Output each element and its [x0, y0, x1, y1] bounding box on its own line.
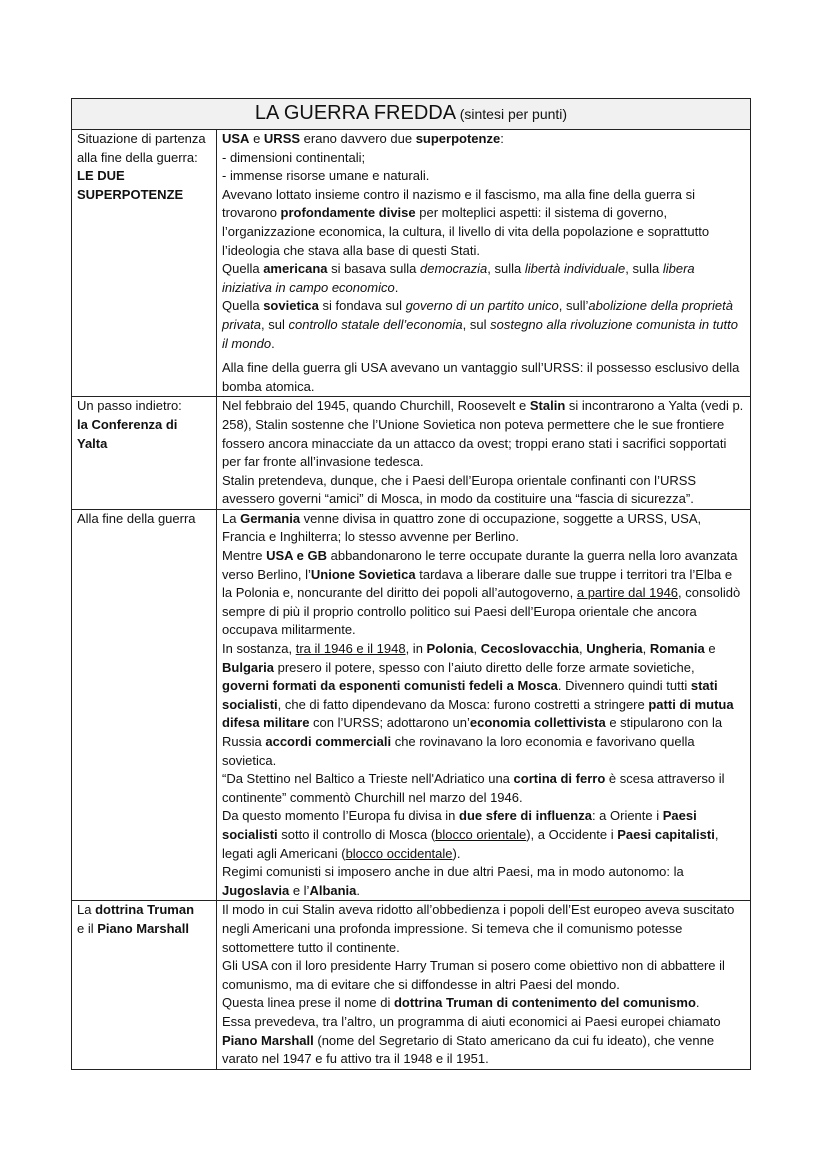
- paragraph-text: per molteplici aspetti: il sistema di governo, l’organizzazione economica, la cultura, il livello di vita della popolazione e soprattutto l’ideologia che stava alla base di questi Stati.: [222, 205, 710, 258]
- paragraph-text: :: [500, 131, 504, 146]
- paragraph-text: Stalin: [529, 398, 566, 414]
- label-text: e il: [77, 920, 98, 936]
- paragraph-text: : a Oriente i: [591, 808, 663, 824]
- paragraph-text: Ungheria: [586, 641, 643, 657]
- paragraph-text: presero il potere, spesso con l’aiuto diretto delle forze armate sovietiche,: [274, 659, 695, 675]
- paragraph-text: e: [704, 641, 716, 657]
- paragraph-text: Paesi socialisti: [222, 808, 697, 842]
- paragraph-text: profondamente divise: [280, 205, 416, 221]
- page-subtitle: (sintesi per punti): [459, 106, 568, 122]
- paragraph-text: ,: [579, 641, 587, 657]
- label-text: Un passo indietro:: [77, 398, 182, 414]
- paragraph-text: ).: [452, 845, 461, 861]
- paragraph-text: sostegno alla rivoluzione comunista in tutto il mondo: [222, 316, 738, 351]
- paragraph-text: blocco orientale: [435, 826, 527, 842]
- section-content: [217, 901, 751, 1069]
- content-paragraph: [222, 807, 745, 863]
- paragraph-text: erano davvero due: [300, 131, 416, 146]
- paragraph-text: , sul: [462, 316, 491, 332]
- paragraph-text: Nel febbraio del 1945, quando Churchill, Roosevelt e: [222, 398, 530, 414]
- section-row: [72, 901, 751, 1069]
- content-paragraph: [222, 186, 745, 260]
- paragraph-text: .: [695, 995, 700, 1011]
- paragraph-text: superpotenze: [415, 131, 501, 146]
- paragraph-text: Quella: [222, 261, 264, 277]
- section-label: [72, 130, 217, 397]
- paragraph-text: . Divennero quindi tutti: [557, 678, 691, 694]
- paragraph-text: Mentre: [222, 548, 267, 564]
- section-row: [72, 130, 751, 397]
- paragraph-text: Regimi comunisti si imposero anche in due altri Paesi, ma in modo autonomo: la: [222, 864, 684, 880]
- section-content: [217, 509, 751, 900]
- paragraph-text: che rovinavano la loro economia e favorivano quella sovietica.: [222, 734, 695, 768]
- content-paragraph: [222, 510, 745, 547]
- paragraph-text: , sulla: [487, 261, 525, 277]
- content-paragraph: [222, 547, 745, 640]
- paragraph-text: Bulgaria: [222, 659, 275, 675]
- content-paragraph: [222, 472, 745, 509]
- paragraph-text: Avevano lottato insieme contro il nazismo e il fascismo, ma alla fine della guerra si trovarono: [222, 186, 696, 221]
- paragraph-text: si incontrarono a Yalta (vedi p. 258), Stalin sostenne che l’Unione Sovietica non poteva permettere che le sue frontiere fossero ancora minacciate da un attacco da ovest; troppi erano stati i sacrifici sopportati per far fronte all’invasione tedesca.: [222, 398, 744, 470]
- paragraph-text: controllo statale dell’economia: [288, 316, 463, 332]
- label-text: dottrina Truman: [95, 902, 195, 918]
- paragraph-text: dottrina Truman di contenimento del comunismo: [393, 995, 696, 1011]
- label-text: La: [77, 902, 96, 918]
- title-row: [72, 99, 751, 130]
- content-paragraph: [222, 260, 745, 297]
- paragraph-text: , sulla: [625, 261, 663, 277]
- paragraph-text: - immense risorse umane e naturali.: [222, 168, 430, 184]
- paragraph-text: e: [249, 131, 264, 146]
- paragraph-text: La: [222, 510, 241, 526]
- paragraph-text: cortina di ferro: [513, 771, 606, 787]
- paragraph-text: USA e GB: [266, 548, 327, 564]
- paragraph-text: americana: [263, 261, 328, 277]
- paragraph-text: Germania: [240, 510, 301, 526]
- paragraph-text: ), a Occidente i: [526, 826, 618, 842]
- label-text: Alla fine della guerra: [77, 510, 196, 526]
- summary-table: [71, 98, 751, 1070]
- paragraph-text: sotto il controllo di Mosca (: [277, 826, 436, 842]
- label-text: la Conferenza di Yalta: [77, 416, 178, 451]
- paragraph-text: governi formati da esponenti comunisti fedeli a Mosca: [222, 678, 558, 694]
- paragraph-text: Essa prevedeva, tra l’altro, un programma di aiuti economici ai Paesi europei chiamato: [222, 1013, 721, 1029]
- paragraph-text: a partire dal 1946: [576, 585, 679, 601]
- paragraph-text: libertà individuale: [524, 261, 626, 277]
- paragraph-text: USA: [222, 131, 250, 146]
- paragraph-text: democrazia: [420, 261, 488, 277]
- paragraph-text: - dimensioni continentali;: [222, 149, 366, 165]
- paragraph-text: blocco occidentale: [345, 845, 453, 861]
- paragraph-text: Il modo in cui Stalin aveva ridotto all’obbedienza i popoli dell’Est europeo aveva suscitato negli Americani una profonda impressione. Si temeva che il comunismo potesse sottomettere tutto il continente.: [222, 902, 735, 955]
- paragraph-text: Polonia: [426, 641, 474, 657]
- paragraph-text: si basava sulla: [327, 261, 421, 277]
- section-label: [72, 901, 217, 1069]
- paragraph-text: Piano Marshall: [222, 1032, 314, 1048]
- label-text: Situazione di partenza alla fine della guerra:: [77, 131, 206, 165]
- paragraph-text: governo di un partito unico: [405, 298, 559, 314]
- paragraph-text: abolizione della proprietà privata: [222, 298, 733, 332]
- paragraph-text: , sull’: [558, 298, 589, 314]
- content-paragraph: [222, 957, 745, 994]
- section-row: [72, 509, 751, 900]
- paragraph-text: , in: [405, 641, 427, 657]
- section-content: [217, 397, 751, 510]
- paragraph-text: “Da Stettino nel Baltico a Trieste nell'Adriatico una: [222, 771, 514, 787]
- paragraph-text: URSS: [263, 131, 301, 146]
- paragraph-text: libera iniziativa in campo economico: [222, 261, 695, 295]
- paragraph-text: ,: [642, 641, 650, 657]
- paragraph-text: tra il 1946 e il 1948: [295, 641, 406, 657]
- paragraph-text: accordi commerciali: [265, 734, 392, 749]
- paragraph-text: .: [271, 335, 275, 351]
- paragraph-text: In sostanza,: [222, 641, 296, 657]
- paragraph-text: è scesa attraverso il continente” commentò Churchill nel marzo del 1946.: [222, 771, 725, 805]
- content-paragraph: [222, 149, 745, 168]
- content-paragraph: [222, 359, 745, 396]
- paragraph-text: ,: [473, 641, 481, 657]
- paragraph-text: e l’: [289, 882, 310, 898]
- paragraph-text: tardava a liberare dalle sue truppe i territori tra l’Elba e la Polonia e, noncurante del diritto dei popoli all’autogoverno,: [222, 566, 733, 601]
- label-text: LE DUE SUPERPOTENZE: [77, 168, 184, 202]
- paragraph-text: (nome del Segretario di Stato americano da cui fu ideato), che venne varato nel 1947 e fu attivo tra il 1948 e il 1951.: [222, 1032, 715, 1067]
- paragraph-text: Jugoslavia: [222, 882, 290, 898]
- paragraph-text: si fondava sul: [318, 298, 406, 314]
- paragraph-text: venne divisa in quattro zone di occupazione, soggette a URSS, USA, Francia e Inghilterra; lo stesso avvenne per Berlino.: [222, 510, 702, 545]
- section-label: [72, 509, 217, 900]
- label-text: Piano Marshall: [97, 920, 189, 936]
- paragraph-text: Da questo momento l’Europa fu divisa in: [222, 808, 460, 824]
- title-cell: [72, 99, 751, 130]
- paragraph-text: .: [356, 882, 361, 898]
- paragraph-text: con l’URSS; adottarono un’: [309, 715, 470, 731]
- paragraph-text: due sfere di influenza: [459, 808, 592, 824]
- paragraph-text: e stipularono con la Russia: [222, 715, 723, 749]
- paragraph-text: sovietica: [263, 298, 319, 314]
- paragraph-text: stati socialisti: [222, 678, 718, 712]
- paragraph-text: , legati agli Americani (: [222, 826, 719, 861]
- content-paragraph: [222, 770, 745, 807]
- paragraph-text: , che di fatto dipendevano da Mosca: furono costretti a stringere: [277, 696, 649, 712]
- paragraph-text: .: [394, 279, 399, 295]
- paragraph-text: abbandonarono le terre occupate durante la guerra nella loro avanzata verso Berlino, l’: [222, 548, 738, 582]
- section-content: [217, 130, 751, 397]
- page-title: LA GUERRA FREDDA: [254, 102, 457, 124]
- paragraph-text: Romania: [649, 641, 705, 657]
- paragraph-text: Stalin pretendeva, dunque, che i Paesi dell’Europa orientale confinanti con l’URSS avessero governi “amici” di Mosca, in modo da costituire una “fascia di sicurezza”.: [222, 472, 697, 507]
- content-paragraph: [222, 397, 745, 471]
- paragraph-text: Cecoslovacchia: [480, 641, 580, 657]
- content-paragraph: [222, 640, 745, 770]
- paragraph-text: Gli USA con il loro presidente Harry Truman si posero come obiettivo non di abbattere il comunismo, ma di evitare che si diffondesse in altri Paesi del mondo.: [222, 958, 725, 992]
- paragraph-text: Quella: [222, 298, 264, 314]
- paragraph-text: Unione Sovietica: [310, 566, 416, 582]
- content-paragraph: [222, 1013, 745, 1069]
- section-row: [72, 397, 751, 510]
- paragraph-text: patti di mutua difesa militare: [222, 696, 734, 731]
- content-paragraph: [222, 130, 745, 149]
- summary-table-body: [72, 99, 751, 1070]
- paragraph-text: , sul: [261, 316, 289, 332]
- section-label: [72, 397, 217, 510]
- paragraph-text: Albania: [309, 882, 357, 898]
- paragraph-text: Paesi capitalisti: [617, 826, 715, 842]
- content-paragraph: [222, 297, 745, 353]
- content-paragraph: [222, 167, 745, 186]
- content-paragraph: [222, 901, 745, 957]
- content-paragraph: [222, 994, 745, 1013]
- paragraph-text: , consolidò sempre di più il proprio controllo politico sui Paesi dell’Europa orientale che ancora occupava militarmente.: [222, 585, 741, 638]
- paragraph-text: Alla fine della guerra gli USA avevano un vantaggio sull’URSS: il possesso esclusivo della bomba atomica.: [222, 360, 740, 394]
- paragraph-text: Questa linea prese il nome di: [222, 995, 394, 1011]
- content-paragraph: [222, 863, 745, 900]
- paragraph-text: economia collettivista: [469, 715, 606, 731]
